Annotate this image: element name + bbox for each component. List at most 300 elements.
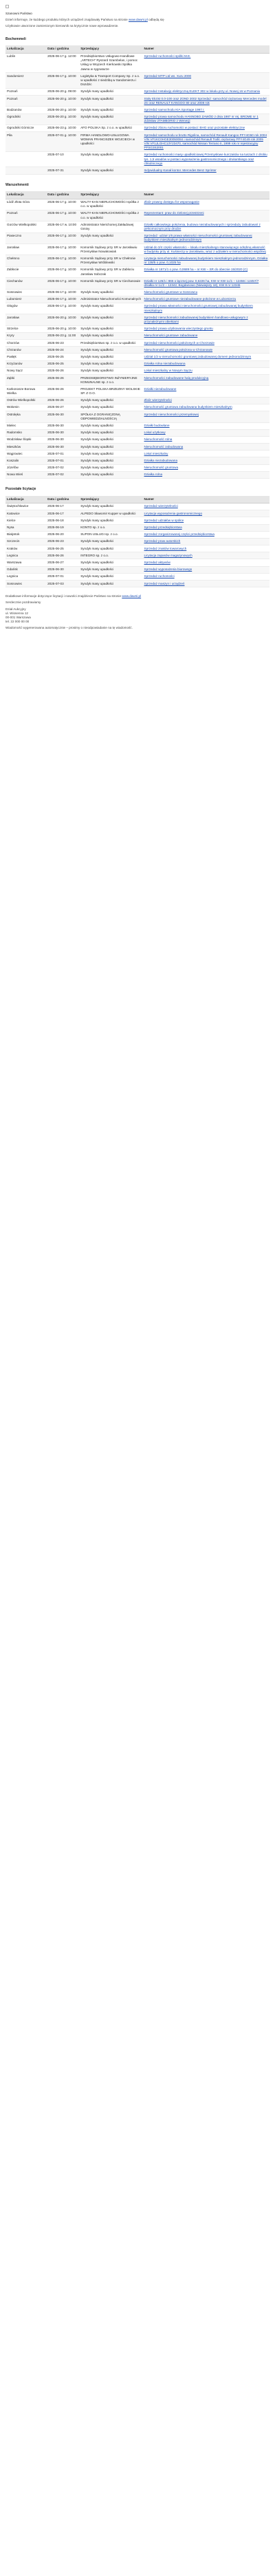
cell-date: 2025-06-30 (46, 444, 79, 451)
cell-seller: Administrator Nierichomej Zakładowej Gminy (79, 221, 142, 232)
cell-date: 2025-06-30 (46, 429, 79, 436)
table-row (6, 411, 270, 422)
column-header-number: Numer (143, 191, 270, 199)
cell-number (143, 566, 270, 573)
email-body (0, 0, 275, 638)
cell-date: 2025-07-01 (46, 451, 79, 457)
cell-number (143, 436, 270, 443)
cell-number (143, 360, 270, 367)
table-row (6, 325, 270, 332)
table-row (6, 444, 270, 451)
auction-link[interactable]: Sprzedaż zorganizowanej części przedsiębiorstwa (144, 532, 214, 537)
column-header-location: Lokalizacja (6, 496, 46, 504)
auction-link[interactable]: Nieruchomości gruntowe w Sosnowcu (144, 290, 198, 294)
auction-link[interactable]: Sprzedaż ruchomości (144, 574, 175, 578)
cell-number (143, 53, 270, 73)
cell-location: Ciechanów (6, 278, 46, 289)
column-header-date: Data i godzina (46, 496, 79, 504)
cell-seller: Syndyk masy upadłości (79, 289, 142, 296)
cell-location: Ogrodniki Górnicze (6, 125, 46, 131)
cell-seller: Administrator Nieruchomości Komunalnych (79, 296, 142, 303)
cell-date: 2025-06-20 g. 10:00 (46, 107, 79, 113)
auction-link[interactable]: Sprzedaż nieruchomości zabudowanej budynkiem handlowo-usługowym z przynależnymi obiektami (144, 315, 248, 323)
column-header-seller: Sprzedający (79, 45, 142, 53)
cell-date: 2025-07-01 (46, 573, 79, 580)
table-row (6, 367, 270, 374)
cell-location: Chełmno (6, 255, 46, 266)
auction-link[interactable]: Lokal użytkowy (144, 431, 166, 435)
table-row (6, 375, 270, 386)
cell-seller: Syndyk masy upadłości (79, 538, 142, 545)
cell-seller: Syndyk masy upadłości (79, 88, 142, 95)
auction-link[interactable]: Nieruchomości zabudowane halą produkcyjną (144, 376, 209, 380)
cell-number (143, 457, 270, 464)
table-row (6, 255, 270, 266)
cell-number (143, 444, 270, 451)
cell-seller: Syndyk masy upadłości (79, 151, 142, 167)
cell-date: 2025-06-30 (46, 411, 79, 422)
cell-date: 2025-06-27 (46, 559, 79, 566)
column-header-location: Lokalizacja (6, 191, 46, 199)
cell-seller: Syndyk masy upadłości (79, 96, 142, 107)
auction-link[interactable]: Działki całkowitego położenia, budowa niezabudowanych i sprzedaży zabudowań z pełnomocnym przy drodze (144, 222, 261, 230)
auction-link[interactable]: Działka nr 1671/1 o pow. 0,0689 ha – nr KW – SR do obecnie 15/2020 (C) (144, 268, 248, 272)
cell-seller: Syndyk masy upadłości (79, 354, 142, 360)
cell-location: Poznań (6, 88, 46, 95)
cell-location: Gdańsk (6, 566, 46, 573)
cell-date: 2025-06-17 g. 10:00 (46, 266, 79, 277)
cell-seller: SPÓŁKA Z OGRANICZONĄ ODPOWIEDZIALNOŚCIĄ (79, 411, 142, 422)
auction-link[interactable]: Sprzedaż prawa własności nieruchomości gruntowej zabudowanej budynkiem mieszkalnym (144, 304, 253, 312)
auction-link[interactable]: Lokal mieszkalny w Nowym Sączu (144, 369, 192, 373)
cell-location: Jarosław (6, 244, 46, 255)
auction-link[interactable]: Nieruchomość gruntowa (144, 466, 179, 470)
cell-number (143, 347, 270, 354)
auction-link[interactable]: Sprzedaż praw autorskich (144, 539, 181, 543)
cell-location: Karkonosze Borowa Wielka (6, 386, 46, 397)
cell-date: 2025-06-17 g. 10:00 (46, 255, 79, 266)
table-row (6, 73, 270, 89)
cell-number (143, 451, 270, 457)
intro-text-end: odbędą się (148, 18, 164, 22)
cell-number (143, 503, 270, 510)
image-placeholder-icon (6, 5, 9, 8)
auction-link[interactable]: Działki niezabudowane (144, 387, 177, 391)
cell-location: Legnica (6, 552, 46, 559)
cell-seller: Logistyka & Transport Company Sp. z o.o. w upadłości z siedzibą w Sandomierzu i Dozdzic (79, 73, 142, 89)
table-row (6, 303, 270, 314)
cell-date: 2025-06-17 (46, 503, 79, 510)
cell-location: Głogów (6, 303, 46, 314)
table-row (6, 113, 270, 125)
table-row (6, 573, 270, 580)
cell-number (143, 464, 270, 471)
footer-department: Dział Aukcyjny (6, 607, 26, 611)
cell-seller: Syndyk masy upadłości (79, 347, 142, 354)
auction-link[interactable]: Działka niezabudowana (144, 458, 178, 462)
table-row (6, 96, 270, 107)
cell-number (143, 559, 270, 566)
cell-number (143, 125, 270, 131)
column-header-number: Numer (143, 45, 270, 53)
footer-regards: Serdecznie pozdrawiamy (6, 600, 41, 605)
cell-seller: Przedsiębiorstwo Usługowo-Handlowe „ARTECH” Ryszard Szambelan, i pomoc Usług w Wojciech Kierkowski Spółka Jawna w sygnaturze (79, 53, 142, 73)
cell-seller: Syndyk masy upadłości (79, 566, 142, 573)
cell-date: 2025-06-26 (46, 367, 79, 374)
cell-location: Sosnowiec (6, 581, 46, 587)
sections-container (6, 37, 270, 588)
cell-number (143, 545, 270, 552)
cell-seller: Komornik Sądowy przy SR w Chełmnie Przemysław Wróblewski (79, 255, 142, 266)
cell-number (143, 386, 270, 397)
auction-link[interactable]: Lokal mieszkalny (144, 451, 168, 455)
auction-link[interactable]: Zbiór wierzytelności (144, 398, 172, 402)
cell-date: 2025-06-26 (46, 552, 79, 559)
cell-seller: Syndyk masy upadłości (79, 464, 142, 471)
auction-link[interactable]: Sprzedaż nieruchomości przemysłowej (144, 412, 199, 416)
cell-seller: KONTO sp. z o.o. (79, 524, 142, 531)
table-row (6, 210, 270, 221)
footer-note: Wiadomość wygenerowana automatycznie – prosimy o nieodpowiadanie na tę wiadomość. (6, 626, 133, 630)
cell-location: Mielec (6, 422, 46, 429)
auction-link[interactable]: Działki budowlane (144, 424, 170, 427)
cell-location: Wołomin (6, 404, 46, 411)
cell-location: Chorzów (6, 340, 46, 347)
cell-number (143, 289, 270, 296)
cell-date: 2025-06-30 (46, 436, 79, 443)
auction-link[interactable]: Nieruchomość rolna (144, 437, 173, 442)
cell-number (143, 510, 270, 517)
auction-link[interactable]: Nieruchomość gruntowa położona w Chrzanowie (144, 347, 213, 351)
auction-link[interactable]: Sprzedaż prawa użytkowania wieczystego gruntu (144, 327, 213, 331)
cell-seller: Syndyk masy upadłości (79, 397, 142, 404)
cell-location: Bodzanów (6, 107, 46, 113)
auction-link[interactable]: Sprzedaż Instalację elektryczną ELEKT 302 w lokalu przy ul. Nowej 16 w Poznaniu (144, 89, 261, 94)
cell-number (143, 232, 270, 243)
table-row (6, 552, 270, 559)
table-row (6, 296, 270, 303)
cell-number (143, 573, 270, 580)
cell-location: Poznań (6, 96, 46, 107)
cell-date: 2025-06-23 (46, 340, 79, 347)
cell-number (143, 429, 270, 436)
cell-seller: SUPON USŁUGI sp. z o.o. (79, 531, 142, 538)
cell-date: 2025-06-30 (46, 422, 79, 429)
cell-seller: FIRMA HANDLOWO-USŁUGOWA WOMAN FRANCISZEK WOJCIECH w upadłości (79, 132, 142, 152)
table-row (6, 314, 270, 325)
table-row (6, 581, 270, 587)
cell-number (143, 517, 270, 524)
footer-info (6, 594, 270, 598)
cell-number (143, 278, 270, 289)
auction-link[interactable]: Sprzedaż ruchomości spółki M.E. (144, 54, 191, 58)
table-row (6, 232, 270, 243)
table-row (6, 538, 270, 545)
table-row (6, 244, 270, 255)
auction-link[interactable]: Sprzedaż MTP Ltd ws. Xuru 2000 (144, 74, 192, 78)
cell-date: 2025-06-20 g. 10:00 (46, 113, 79, 125)
cell-location: Krzyżanów (6, 360, 46, 367)
cell-date: 2025-07-01 g. 10:00 (46, 132, 79, 152)
cell-date: 2025-06-17 g. 10:00 (46, 244, 79, 255)
table-row (6, 199, 270, 210)
cell-seller: Komornik Sądowy przy SR w Zabłociu Jarosław Sobczak (79, 266, 142, 277)
auction-link[interactable]: Sprzedaż aktywów (144, 560, 170, 564)
cell-seller: Syndyk masy upadłości (79, 436, 142, 443)
table-row (6, 464, 270, 471)
auction-link[interactable]: Sprzedaż zbioru ruchomości w postaci: BHG oraz pozostałe elektryczne (144, 126, 245, 130)
column-header-seller: Sprzedający (79, 191, 142, 199)
table-row (6, 88, 270, 95)
cell-seller: Syndyk masy upadłości (79, 444, 142, 451)
table-row (6, 436, 270, 443)
auction-table (6, 191, 270, 479)
cell-seller: Syndyk masy upadłości (79, 471, 142, 478)
table-row (6, 457, 270, 464)
cell-number (143, 524, 270, 531)
cell-date: 2025-06-23 (46, 538, 79, 545)
intro-line-2: Użytkowie utworzone zamienionym kierownik na krytycznie nowe wprowadzenie. (6, 24, 119, 28)
auction-link[interactable]: Działka rolna niezabudowana (144, 362, 186, 366)
cell-date: 2025-06-25 (46, 354, 79, 360)
cell-number (143, 367, 270, 374)
cell-location: Mieszków (6, 444, 46, 451)
cell-date: 2025-07-10 (46, 151, 79, 167)
cell-location: Białystok (6, 531, 46, 538)
cell-date: 2025-06-17 g. 10:00 (46, 199, 79, 210)
cell-date: 2025-06-17 g. 10:00 (46, 232, 79, 243)
cell-seller: Syndyk masy upadłości (79, 314, 142, 325)
auction-link[interactable]: Zbiór prawny dostępu for wspomaganie (144, 200, 199, 204)
intro-site-link[interactable]: www.dawni.pl (129, 18, 148, 22)
cell-date: 2025-07-03 (46, 581, 79, 587)
cell-location: Gorzów Wielkopolski (6, 221, 46, 232)
cell-number (143, 471, 270, 478)
table-row (6, 360, 270, 367)
table-row (6, 340, 270, 347)
cell-number (143, 538, 270, 545)
auction-link[interactable]: Sprzedaż wierzytelności (144, 504, 178, 508)
cell-location: Radomsko (6, 429, 46, 436)
cell-number (143, 411, 270, 422)
cell-location: Łódź Złota Góra (6, 199, 46, 210)
cell-location: Wodzisław Śląski (6, 436, 46, 443)
cell-seller: Syndyk masy upadłości (79, 429, 142, 436)
table-row (6, 397, 270, 404)
cell-number (143, 266, 270, 277)
cell-location: Świętochłowice (6, 503, 46, 510)
table-row (6, 559, 270, 566)
auction-link[interactable]: Reprezentant: praw do zielonej przestrzeni (144, 211, 204, 215)
cell-location: Ostrów Wielkopolski (6, 397, 46, 404)
cell-location (6, 151, 46, 167)
cell-location: Nowy Sącz (6, 367, 46, 374)
auction-link[interactable]: Udział 1/2 w nieruchomości gruntowej zabudowanej domem jednorodzinnym (144, 354, 252, 358)
table-row (6, 53, 270, 73)
auction-link[interactable]: Sprzedaż przedsiębiorstwa (144, 526, 182, 529)
cell-seller: Syndyk masy upadłości (79, 545, 142, 552)
auction-link[interactable]: Udział do 3/4 części własności – lokalu mieszkalnego stanowiącego odrębną własność w budynku przy ul. Kuśnierzy w Jarosławiu, wraz z udziałem w nieruchomości wspólnej (144, 245, 266, 253)
table-row (6, 531, 270, 538)
cell-location (6, 167, 46, 174)
auction-link[interactable]: Sprzedaż ruchomości masy upadłościowej Przemysłowe kurczaków na tuszach z drobiu tys. 1,5 wsadów w postaci wyposażenia gastronomicznego i drukarskiego oraz chłodniczego (144, 153, 267, 165)
cell-number (143, 73, 270, 89)
auction-link[interactable]: Nieruchomość zabudowana (144, 444, 184, 448)
footer-site-link[interactable]: www.dawni.pl (122, 594, 142, 598)
table-row (6, 278, 270, 289)
cell-date: 2025-06-20 g. 10:00 (46, 325, 79, 332)
cell-location: Jarosław (6, 314, 46, 325)
table-row (6, 221, 270, 232)
auction-link[interactable]: Licytacja zapasów magazynowych (144, 553, 192, 557)
cell-number (143, 88, 270, 95)
cell-location: Szczecin (6, 538, 46, 545)
auction-link[interactable]: Sprzedaż: udział 1/6 prawa własności nieruchomości gruntowej zabudowanej budynkiem mieszkalnym jednorodzinnym (144, 234, 252, 242)
auction-link[interactable]: Sprzedaż znaków towarowych (144, 546, 187, 550)
cell-location: Sosnowiec (6, 289, 46, 296)
cell-date: 2025-06-17 g. 12:00 (46, 53, 79, 73)
cell-date: 2025-06-17 g. 10:00 (46, 278, 79, 289)
auction-link[interactable]: Sprzedaż prawa samochodu HANNOBO ZAWÓD z dnia 1987 nr rej. BROME nr 1 Zdzisław 2TAMBORIO z Wenecji (144, 115, 258, 123)
cell-number (143, 199, 270, 210)
cell-location: Kryry (6, 332, 46, 339)
auction-link[interactable]: Sprzedaż samochodu KIA Sportage 1997 r. (144, 107, 205, 111)
auction-link[interactable]: Nieruchomość gruntowa zabudowana budynkiem mieszkalnym (144, 405, 232, 409)
auction-link[interactable]: Sprzedaż udziałów w spółce (144, 518, 184, 522)
cell-date: 2025-06-17 w. 10:00 (46, 221, 79, 232)
cell-date: 2025-06-17 g. 10:00 (46, 296, 79, 303)
cell-location: Chrzanów (6, 347, 46, 354)
cell-location: Kraków (6, 545, 46, 552)
cell-location: Koszalin (6, 457, 46, 464)
footer-info-text: Dodatkowe informacje dotyczące licytacji i nowości znajdziecie Państwo na stronie (6, 594, 122, 598)
cell-date: 2025-06-19 (46, 524, 79, 531)
cell-number (143, 340, 270, 347)
cell-seller: Syndyk masy upadłości (79, 581, 142, 587)
auction-link[interactable]: Indywidualny Kanał kontor. Mercedes Benz Sprinter (144, 168, 217, 172)
cell-number (143, 332, 270, 339)
table-row (6, 332, 270, 339)
cell-location: Nysa (6, 524, 46, 531)
cell-date: 2025-06-17 (46, 510, 79, 517)
table-row (6, 510, 270, 517)
cell-number (143, 422, 270, 429)
cell-seller: Syndyk masy upadłości (79, 367, 142, 374)
cell-location: Lublin (6, 53, 46, 73)
table-row (6, 503, 270, 510)
table-row (6, 167, 270, 174)
cell-date: 2025-06-20 g. 10:00 (46, 96, 79, 107)
cell-seller: Komornik Sądowy przy SR w Jarosławiu Przemysław Nowakowiak (79, 244, 142, 255)
auction-table (6, 496, 270, 587)
cell-number (143, 397, 270, 404)
cell-date: 2025-06-20 g. 10:00 (46, 314, 79, 325)
table-row (6, 422, 270, 429)
cell-number (143, 107, 270, 113)
cell-date: 2025-06-24 (46, 347, 79, 354)
cell-seller: Komornik Sądowy przy SR w Ciechanowie (79, 278, 142, 289)
table-row (6, 524, 270, 531)
cell-location: Ogrodniki (6, 113, 46, 125)
cell-location: Ząbki (6, 375, 46, 386)
cell-location: Pasłęk (6, 354, 46, 360)
intro-paragraph (6, 18, 270, 22)
table-header-row (6, 496, 270, 504)
cell-location: Zabłocie (6, 266, 46, 277)
cell-seller: INTEGRO sp. z o.o. (79, 552, 142, 559)
cell-seller: PRZEDSIĘBIORSTWO INŻYNIERYJNE KOMUNALNE sp. z o.o. (79, 375, 142, 386)
cell-number (143, 404, 270, 411)
table-row (6, 151, 270, 167)
cell-seller: Syndyk masy upadłości (79, 503, 142, 510)
cell-seller: Przedsiębiorstwo sp. z o.o. w upadłości (79, 340, 142, 347)
table-row (6, 107, 270, 113)
table-row (6, 125, 270, 131)
cell-date: 2025-06-18 (46, 517, 79, 524)
cell-number (143, 96, 270, 107)
cell-seller: Syndyk masy upadłości (79, 113, 142, 125)
cell-date: 2025-06-27 (46, 404, 79, 411)
cell-seller: Syndyk masy upadłości (79, 232, 142, 243)
auction-link[interactable]: Sprzedaż wyposażenia biurowego (144, 567, 192, 572)
cell-number (143, 244, 270, 255)
auction-link[interactable]: Sprzedaż nieruchomości położonych w Chorzowie (144, 340, 214, 345)
table-row (6, 451, 270, 457)
table-row (6, 347, 270, 354)
cell-seller: WALTY-KAN NIERUCHOMOŚCI spółka z o.o. w upadłości (79, 210, 142, 221)
cell-location: Piła (6, 132, 46, 152)
table-row (6, 354, 270, 360)
cell-location: Nowa Wieś (6, 471, 46, 478)
cell-date: 2025-06-25 (46, 545, 79, 552)
cell-number (143, 255, 270, 266)
auction-link[interactable]: Działka rolna (144, 473, 163, 477)
cell-seller: Syndyk masy upadłości (79, 303, 142, 314)
auction-link[interactable]: Sprzedaż samochodu w brutto Rigolina, samochód Renault Kangoo PFY4G50 rok 2004 VIN VF1KC0HGE30050084 i samochód Renault Trafic ciężarowy PFY4G49 rok 2005 VIN VF1JLGHC13Y23470, samochód Nissan Terrano II, 1999 rok nr rejestracyjny PFSG3S2001 (144, 133, 267, 150)
cell-seller: AFO POLSKA Sp. z o.o. w upadłości (79, 125, 142, 131)
auction-link[interactable]: Licytacja wyposażenia gastronomicznego (144, 511, 203, 515)
cell-number (143, 303, 270, 314)
cell-location: Poznań (6, 210, 46, 221)
cell-number (143, 210, 270, 221)
cell-location: Sandomierz (6, 73, 46, 89)
intro-text: Dzień informuje, że każdego produktu których urządzeń znajdowały Państwo na stronie (6, 18, 128, 22)
cell-number (143, 552, 270, 559)
cell-location: Lubomierz (6, 296, 46, 303)
cell-seller: Syndyk masy upadłości (79, 559, 142, 566)
cell-date: 2025-06-23 g. 11:00 (46, 332, 79, 339)
cell-seller: Syndyk masy upadłości (79, 107, 142, 113)
auction-link[interactable]: Licytacja nieruchomości zabudowanej budynkiem mieszkalnym jednorodzinnym, Działka nr 138/5 o pow. 0,1025 ha (144, 256, 268, 265)
footer-phone: tel. 22 000 00 00 (6, 620, 30, 624)
column-header-seller: Sprzedający (79, 496, 142, 504)
auction-link[interactable]: Działki nr 126/1 i 865 o łącznej pow. 0,6226 ha, KW nr KW 1c/1 – 12456 i 12457/7 działka nr 1c/2 – 12342, Bogdanowo (Niewiejszy 18), KW 8 nr 12345 (144, 279, 259, 287)
column-header-number: Numer (143, 496, 270, 504)
cell-date: 2025-06-20 g. 09:00 (46, 88, 79, 95)
table-row (6, 429, 270, 436)
auction-link[interactable]: Nieruchomości gruntowe niezabudowane położone w Lubomierzu (144, 297, 236, 301)
cell-date: 2025-07-02 (46, 471, 79, 478)
cell-number (143, 296, 270, 303)
auction-link[interactable]: Nieruchomości gruntowe zabudowane (144, 334, 198, 338)
cell-date: 2025-06-17 g. 10:00 (46, 303, 79, 314)
auction-link[interactable]: Sprzedaż maszyn i urządzeń (144, 581, 185, 585)
table-header-row (6, 191, 270, 199)
footer-street: ul. Wiosenna 12 (6, 611, 28, 615)
cell-number (143, 132, 270, 152)
table-row (6, 566, 270, 573)
auction-link[interactable]: Stoły Ekzist 0.0-100 oraz ZOND 2002 Sprzedaż: samochód ciężarowy Mercedes model 2S oraz RENAULT KANGOO 80 oraz 2008 rok (144, 96, 267, 105)
